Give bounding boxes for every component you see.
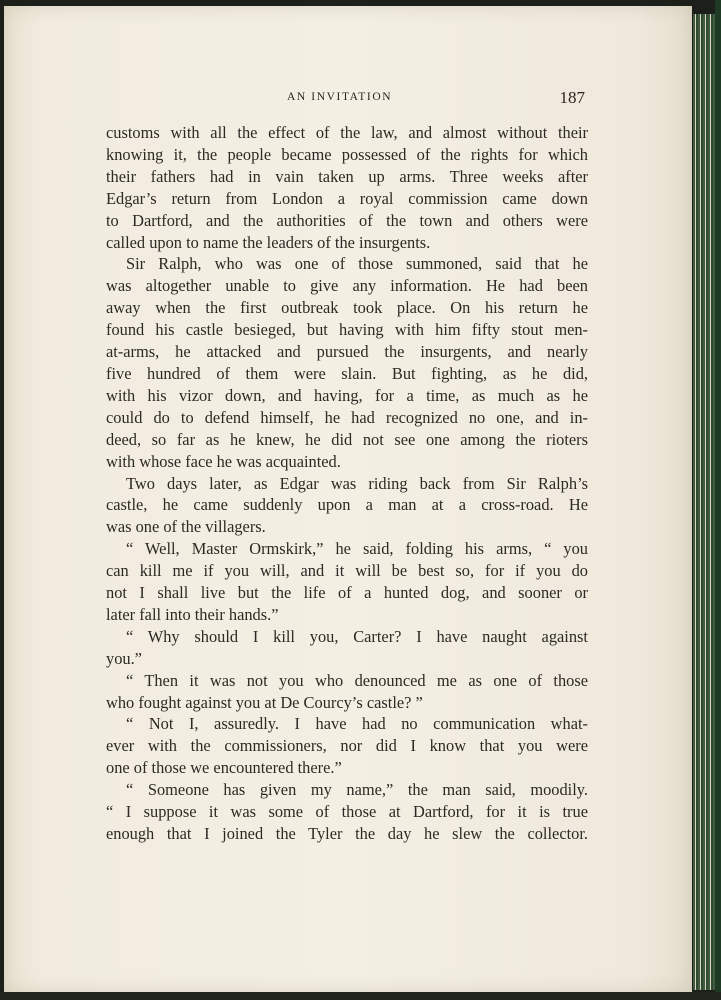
text-line: could do to defend himself, he had recognized no one, and in- (106, 407, 588, 427)
text-line: was altogether unable to give any information. He had been (106, 276, 588, 296)
text-line: enough that I joined the Tyler the day he slew the collector. (106, 824, 588, 843)
text-line: one of those we encountered there.” (106, 758, 342, 778)
text-line: found his castle besieged, but having with him fifty stout men- (106, 320, 588, 340)
text-line: “ I suppose it was some of those at Dartford, for it is true (106, 802, 588, 822)
text-line: “ Not I, assuredly. I have had no communication what- (126, 714, 588, 734)
text-line: ever with the commissioners, nor did I know that you were (106, 736, 588, 756)
text-line: five hundred of them were slain. But fighting, as he did, (106, 363, 588, 383)
text-line: away when the first outbreak took place. On his return he (106, 298, 588, 318)
text-line: castle, he came suddenly upon a man at a cross-road. He (106, 495, 588, 515)
text-line: “ Well, Master Ormskirk,” he said, folding his arms, “ you (126, 539, 588, 559)
text-line: later fall into their hands.” (106, 604, 279, 624)
text-line: their fathers had in vain taken up arms. Three weeks after (106, 166, 588, 186)
text-line: “ Someone has given my name,” the man said, moodily. (126, 780, 588, 800)
page-number: 187 (559, 88, 585, 107)
book-bottom-edge (0, 992, 721, 1000)
text-line: can kill me if you will, and it will be best so, for if you do (106, 561, 588, 581)
text-line: knowing it, the people became possessed of the rights for which (106, 144, 588, 164)
page-header (105, 88, 585, 110)
text-line: with his vizor down, and having, for a time, as much as he (106, 385, 588, 405)
text-line: you.” (106, 648, 142, 668)
text-line: called upon to name the leaders of the insurgents. (106, 232, 431, 252)
text-line: not I shall live but the life of a hunted dog, and sooner or (106, 583, 588, 603)
text-line: was one of the villagers. (106, 517, 266, 537)
text-line: Edgar’s return from London a royal commission came down (106, 188, 588, 208)
text-line: “ Then it was not you who denounced me as one of those (126, 670, 588, 690)
text-line: with whose face he was acquainted. (106, 451, 341, 471)
text-line: “ Why should I kill you, Carter? I have naught against (126, 626, 588, 646)
body-text (106, 122, 588, 845)
text-line: who fought against you at De Courcy’s castle? ” (106, 692, 423, 712)
text-line: Two days later, as Edgar was riding back from Sir Ralph’s (126, 473, 588, 493)
running-title: AN INVITATION (287, 91, 393, 103)
text-line: to Dartford, and the authorities of the town and others were (106, 210, 588, 230)
text-line: Sir Ralph, who was one of those summoned, said that he (126, 254, 588, 274)
text-line: deed, so far as he knew, he did not see one among the rioters (106, 429, 588, 449)
book-cover-edge (715, 0, 721, 1000)
text-line: at-arms, he attacked and pursued the insurgents, and nearly (106, 342, 588, 362)
text-line: customs with all the effect of the law, and almost without their (106, 123, 588, 142)
